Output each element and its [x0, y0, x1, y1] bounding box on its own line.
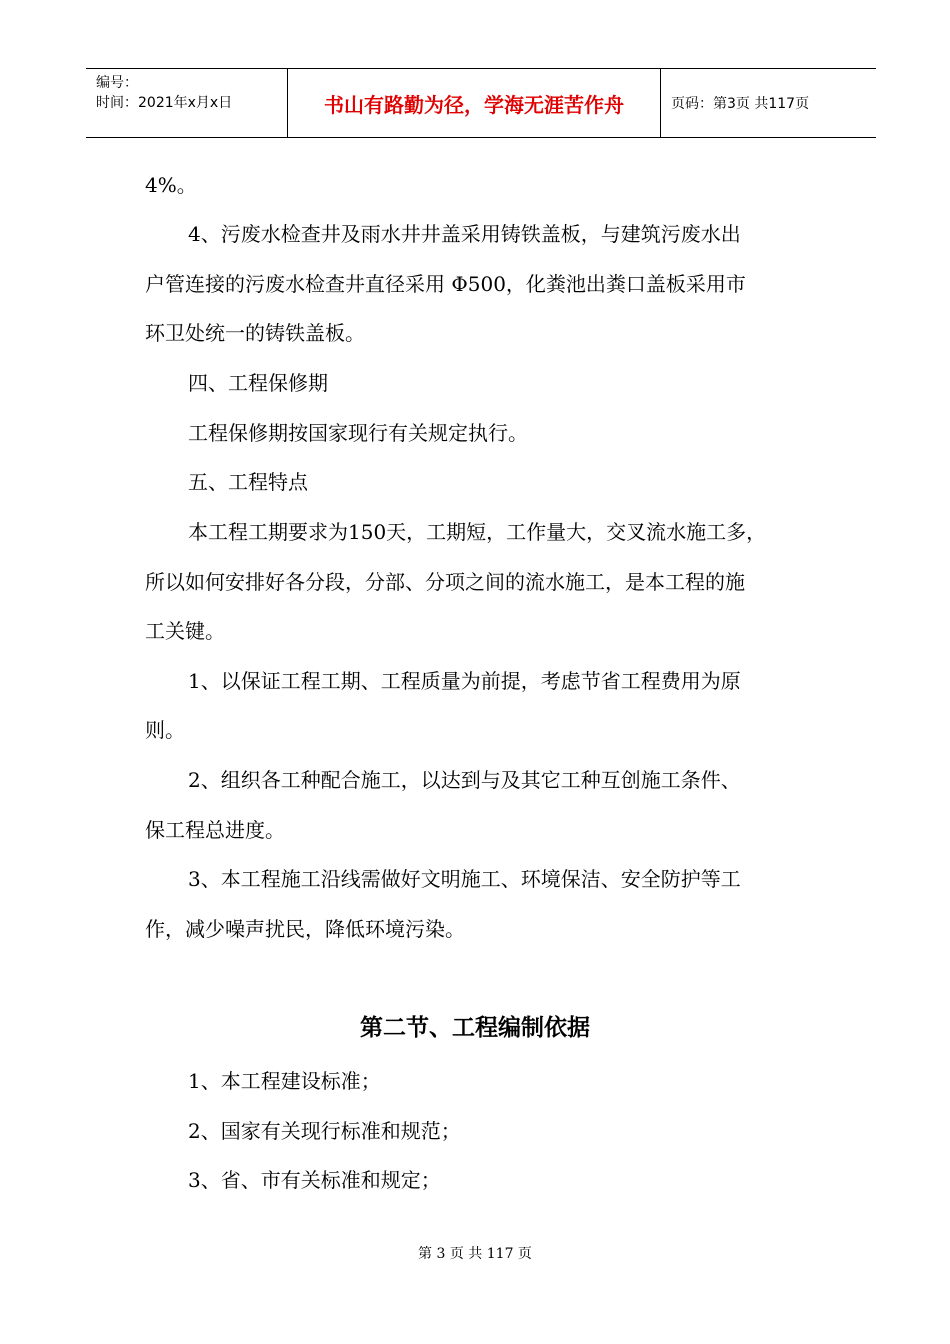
body-line: 3、本工程施工沿线需做好文明施工、环境保洁、安全防护等工: [188, 867, 741, 891]
body-line: 环卫处统一的铸铁盖板。: [145, 321, 365, 345]
section-line: 2、国家有关现行标准和规范；: [188, 1119, 461, 1143]
header-motto: 书山有路勤为径，学海无涯苦作舟: [324, 92, 624, 117]
body-line: 本工程工期要求为150天，工期短，工作量大，交叉流水施工多，: [188, 520, 767, 544]
header-meta: [96, 73, 232, 113]
body-line: 工关键。: [145, 619, 225, 643]
body-line: 4%。: [145, 173, 197, 197]
header-page-info: 页码：第3页 共117页: [671, 96, 810, 112]
section-line: 3、省、市有关标准和规定；: [188, 1168, 441, 1192]
body-line: 四、工程保修期: [188, 371, 328, 395]
body-line: 则。: [145, 718, 185, 742]
section-line: 1、本工程建设标准；: [188, 1069, 381, 1093]
body-line: 户管连接的污废水检查井直径采用 Φ500，化粪池出粪口盖板采用市: [145, 272, 746, 296]
page-header: [86, 68, 876, 138]
section-title: 第二节、工程编制依据: [360, 1015, 590, 1041]
body-line: 工程保修期按国家现行有关规定执行。: [188, 421, 528, 445]
page-footer: 第 3 页 共 117 页: [418, 1246, 532, 1262]
time-label: 时间：2021年x月x日: [96, 95, 233, 111]
body-line: 2、组织各工种配合施工，以达到与及其它工种互创施工条件、: [188, 768, 741, 792]
serial-label: 编号：: [96, 75, 138, 91]
header-divider: [660, 69, 661, 137]
body-line: 4、污废水检查井及雨水井井盖采用铸铁盖板，与建筑污废水出: [188, 222, 741, 246]
body-line: 所以如何安排好各分段，分部、分项之间的流水施工，是本工程的施: [145, 570, 745, 594]
body-line: 保工程总进度。: [145, 818, 285, 842]
body-line: 作，减少噪声扰民，降低环境污染。: [145, 917, 465, 941]
body-line: 1、以保证工程工期、工程质量为前提，考虑节省工程费用为原: [188, 669, 741, 693]
body-line: 五、工程特点: [188, 470, 308, 494]
